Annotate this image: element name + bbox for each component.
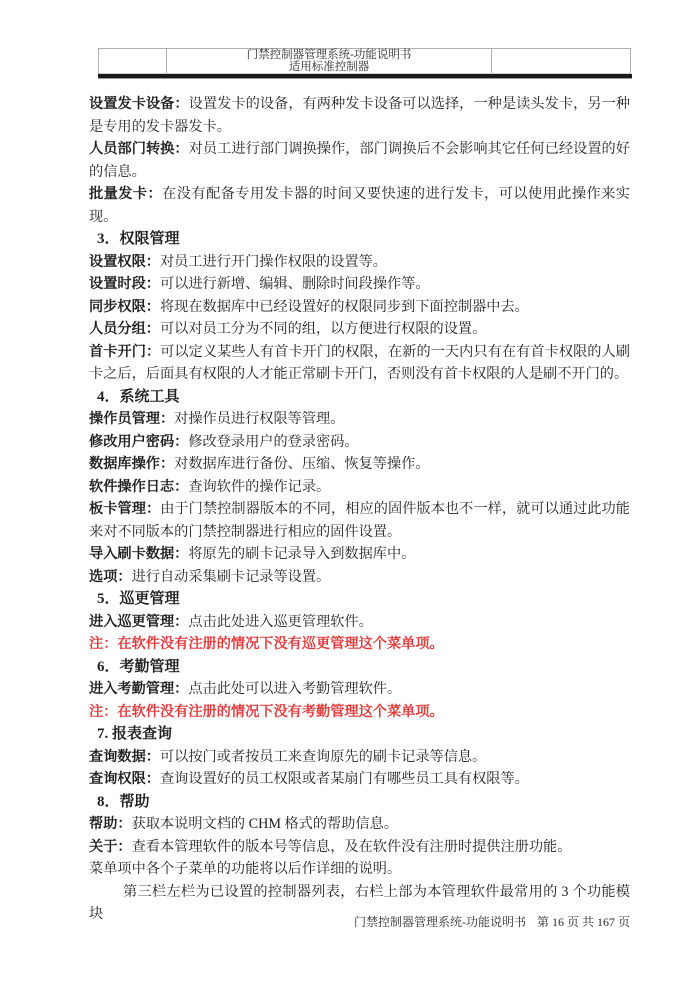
manual-entry — [89, 183, 630, 228]
entry-desc: 可以进行新增、编辑、删除时间段操作等。 — [159, 276, 430, 292]
entry-term: 板卡管理： — [89, 501, 161, 517]
entry-desc: 查询设置好的员工权限或者某扇门有哪些员工具有权限等。 — [159, 771, 529, 787]
section-heading-system-tools: 4．系统工具 — [97, 388, 180, 405]
entry-term: 选项： — [89, 568, 132, 585]
entry-desc: 将现在数据库中已经设置好的权限同步到下面控制器中去。 — [159, 298, 529, 315]
manual-entry — [89, 431, 630, 454]
header-rule — [98, 74, 632, 79]
manual-entry — [89, 543, 630, 566]
manual-entry — [89, 768, 630, 791]
entry-term: 关于： — [89, 838, 132, 855]
manual-entry — [89, 273, 630, 296]
entry-desc: 修改登录用户的登录密码。 — [188, 433, 359, 450]
manual-entry — [89, 408, 630, 431]
section-heading-reports: 7. 报表查询 — [97, 726, 173, 742]
manual-entry — [89, 746, 630, 769]
entry-term: 进入考勤管理： — [89, 681, 189, 697]
header-doc-subtitle: 适用标准控制器 — [288, 61, 370, 73]
header-cell-left — [99, 49, 167, 73]
entry-desc: 对员工进行部门调换操作，部门调换后不会影响其它任何已经设置的好的信息。 — [89, 141, 630, 180]
entry-term: 设置发卡设备： — [89, 96, 189, 112]
footer-page-info: 第 16 页 共 167 页 — [536, 915, 630, 929]
indented-paragraph: 第三栏左栏为已设置的控制器列表，右栏上部为本管理软件最常用的 3 个功能模块 — [89, 883, 630, 922]
entry-desc: 可以按门或者按员工来查询原先的刷卡记录等信息。 — [159, 748, 487, 765]
entry-term: 同步权限： — [89, 298, 160, 315]
entry-desc: 对数据库进行备份、压缩、恢复等操作。 — [174, 456, 430, 472]
entry-term: 查询权限： — [89, 771, 160, 787]
entry-term: 操作员管理： — [89, 411, 175, 427]
entry-term: 批量发卡： — [89, 186, 163, 202]
section-heading-permissions: 3．权限管理 — [97, 231, 180, 247]
manual-entry — [89, 611, 630, 634]
footer-doc-title: 门禁控制器管理系统-功能说明书 — [353, 915, 526, 929]
header-doc-title: 门禁控制器管理系统-功能说明书 — [246, 48, 412, 61]
entry-desc: 设置发卡的设备，有两种发卡设备可以选择，一种是读头发卡，另一种是专用的发卡器发卡。 — [89, 96, 630, 135]
manual-entry — [89, 453, 630, 476]
entry-term: 修改用户密码： — [89, 433, 189, 450]
manual-entry — [89, 498, 630, 543]
entry-term: 首卡开门： — [89, 343, 161, 360]
entry-term: 软件操作日志： — [89, 478, 189, 495]
entry-desc: 查询软件的操作记录。 — [188, 478, 331, 495]
entry-term: 人员部门转换： — [89, 141, 189, 157]
entry-desc: 在没有配备专用发卡器的时间又要快速的进行发卡，可以使用此操作来实现。 — [89, 186, 630, 225]
manual-entry — [89, 678, 630, 701]
header-cell-title — [167, 49, 492, 73]
manual-entry — [89, 836, 630, 859]
entry-desc: 可以对员工分为不同的组，以方便进行权限的设置。 — [159, 321, 487, 337]
entry-term: 进入巡更管理： — [89, 613, 189, 630]
entry-term: 数据库操作： — [89, 456, 175, 472]
section-heading-attendance: 6．考勤管理 — [97, 658, 180, 675]
entry-term: 人员分组： — [89, 321, 160, 337]
manual-entry — [89, 566, 630, 589]
manual-entry — [89, 296, 630, 319]
manual-body — [89, 93, 630, 926]
section-heading-patrol: 5．巡更管理 — [97, 591, 180, 607]
registration-note: 注：在软件没有注册的情况下没有考勤管理这个菜单项。 — [89, 703, 444, 720]
entry-term: 设置时段： — [89, 276, 160, 292]
entry-desc: 进行自动采集刷卡记录等设置。 — [131, 568, 331, 585]
page-header-table — [98, 48, 631, 74]
entry-desc: 获取本说明文档的 CHM 格式的帮助信息。 — [131, 816, 398, 832]
entry-desc: 查看本管理软件的版本号等信息，及在软件没有注册时提供注册功能。 — [131, 838, 572, 855]
header-cell-right — [492, 49, 630, 73]
entry-term: 导入刷卡数据： — [89, 546, 189, 562]
entry-term: 设置权限： — [89, 253, 160, 270]
manual-entry — [89, 341, 630, 386]
manual-entry — [89, 251, 630, 274]
manual-entry — [89, 93, 630, 138]
entry-desc: 由于门禁控制器版本的不同，相应的固件版本也不一样，就可以通过此功能来对不同版本的门禁控制器进行相应的固件设置。 — [89, 501, 630, 540]
entry-desc: 将原先的刷卡记录导入到数据库中。 — [188, 546, 416, 562]
registration-note: 注：在软件没有注册的情况下没有巡更管理这个菜单项。 — [89, 636, 444, 652]
entry-desc: 可以定义某些人有首卡开门的权限，在新的一天内只有在有首卡权限的人刷卡之后，后面具有权限的人才能正常刷卡开门，否则没有首卡权限的人是刷不开门的。 — [89, 343, 630, 382]
manual-entry — [89, 813, 630, 836]
page-footer — [354, 915, 630, 930]
entry-desc: 对员工进行开门操作权限的设置等。 — [159, 253, 387, 270]
manual-entry — [89, 476, 630, 499]
body-paragraph: 菜单项中各个子菜单的功能将以后作详细的说明。 — [89, 861, 402, 877]
manual-entry — [89, 318, 630, 341]
entry-desc: 点击此处可以进入考勤管理软件。 — [188, 681, 402, 697]
entry-desc: 对操作员进行权限等管理。 — [174, 411, 345, 427]
manual-entry — [89, 138, 630, 183]
entry-desc: 点击此处进入巡更管理软件。 — [188, 613, 373, 630]
section-heading-help: 8．帮助 — [97, 793, 150, 810]
entry-term: 查询数据： — [89, 748, 160, 765]
entry-term: 帮助： — [89, 816, 132, 832]
